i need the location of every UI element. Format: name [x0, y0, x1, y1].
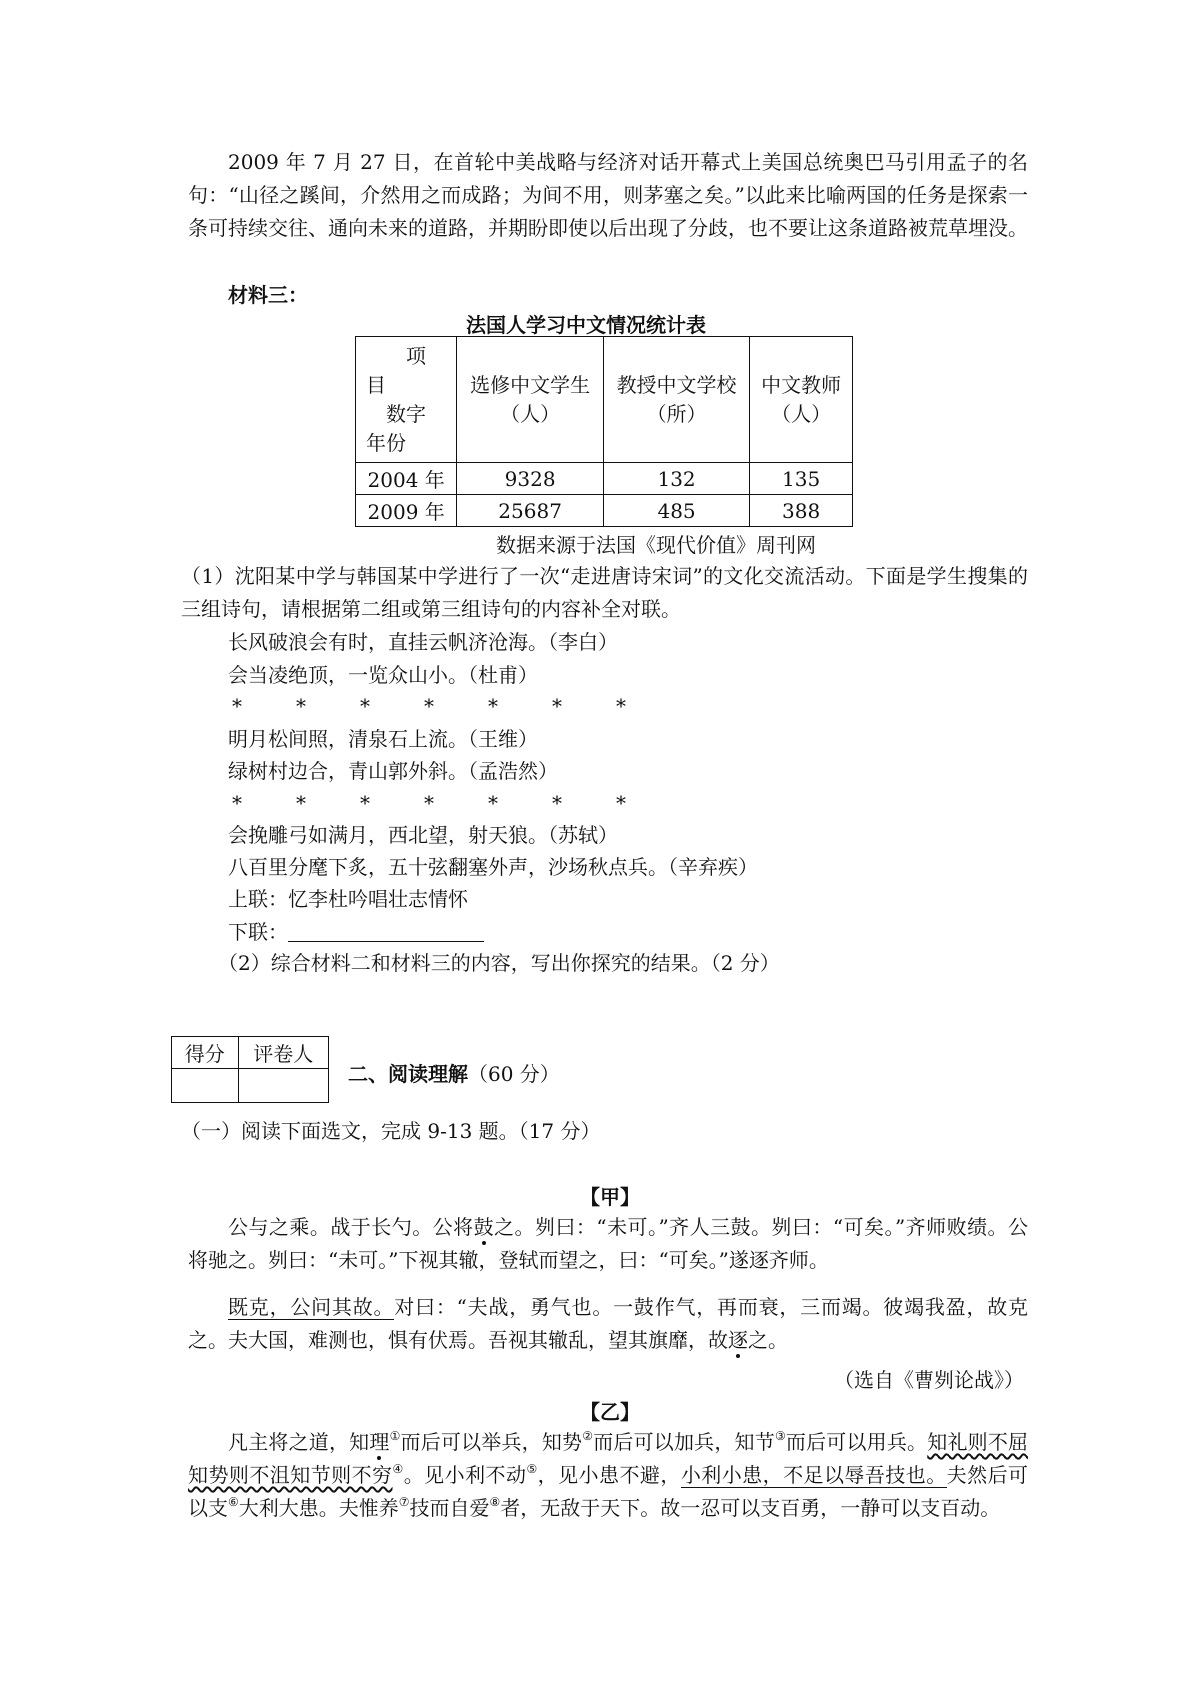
- passage-jia-paragraph-2: 既克，公问其故。对曰：“夫战，勇气也。一鼓作气，再而衰，三而竭。彼竭我盈，故克之。夫大国，难测也，惧有伏焉。吾视其辙乱，望其旗靡，故逐之。: [188, 1295, 1029, 1352]
- underlined-sentence: 小利小患，不足以辱吾技也。: [680, 1463, 947, 1487]
- table-row: [356, 495, 853, 527]
- poem-line: 明月松间照，清泉石上流。（王维）: [228, 727, 538, 751]
- separator-row: [232, 793, 632, 817]
- separator-star: *: [616, 791, 626, 815]
- separator-star: *: [296, 694, 306, 718]
- passage-jia-paragraph-1: 公与之乘。战于长勺。公将鼓之。刿曰：“未可。”齐人三鼓。刿曰：“可矣。”齐师败绩。公将驰之。刿曰：“未可。”下视其辙，登轼而望之，曰：“可矣。”遂逐齐师。: [188, 1215, 1029, 1272]
- wavy-underlined-sentence: 知礼则不屈知势则不沮知节则不穷: [188, 1430, 1029, 1487]
- passage-jia-label: 【甲】: [580, 1185, 640, 1209]
- table-corner-header: 项 目 数字 年份: [356, 337, 457, 463]
- material-three-label: 材料三：: [228, 283, 308, 307]
- separator-row: [232, 696, 632, 720]
- section-title: 二、阅读理解: [348, 1062, 468, 1086]
- lower-couplet-label: 下联：: [228, 920, 288, 944]
- score-input-cell[interactable]: [172, 1069, 239, 1103]
- poem-line: 会当凌绝顶，一览众山小。（杜甫）: [228, 663, 538, 687]
- grader-label: 评卷人: [238, 1037, 328, 1069]
- header-students: 选修中文学生 （人）: [457, 337, 604, 463]
- cell-teachers: 135: [750, 463, 853, 495]
- cell-schools: 485: [603, 495, 749, 527]
- emphasis-dot-char: 理: [369, 1430, 390, 1454]
- upper-couplet: 上联：忆李杜吟唱壮志情怀: [228, 887, 468, 911]
- footnote-marker: ①: [389, 1429, 401, 1443]
- separator-star: *: [552, 694, 562, 718]
- subsection-instruction: （一）阅读下面选文，完成 9-13 题。（17 分）: [181, 1119, 601, 1143]
- grader-input-cell[interactable]: [238, 1069, 328, 1103]
- separator-star: *: [488, 694, 498, 718]
- footnote-marker: ③: [774, 1429, 786, 1443]
- footnote-marker: ④: [392, 1462, 404, 1476]
- score-box: [171, 1036, 329, 1103]
- cell-students: 9328: [457, 463, 604, 495]
- cell-year: 2004 年: [356, 463, 457, 495]
- cell-schools: 132: [603, 463, 749, 495]
- table-row: [356, 463, 853, 495]
- passage-yi-paragraph: 凡主将之道，知理①而后可以举兵，知势②而后可以加兵，知节③而后可以用兵。知礼则不屈知势则不沮知节则不穷④。见小利不动⑤，见小患不避，小利小患，不足以辱吾技也。夫然后可以支⑥大利大患。夫惟养⑦技而自爱⑧者，无敌于天下。故一忍可以支百勇，一静可以支百动。: [188, 1429, 1029, 1520]
- separator-star: *: [424, 694, 434, 718]
- passage-jia-source: （选自《曹刿论战》）: [834, 1368, 1024, 1392]
- separator-star: *: [424, 791, 434, 815]
- footnote-marker: ⑧: [489, 1495, 501, 1509]
- separator-star: *: [488, 791, 498, 815]
- statistics-table: [355, 336, 853, 527]
- footnote-marker: ⑤: [526, 1462, 538, 1476]
- material-two-paragraph: 2009 年 7 月 27 日，在首轮中美战略与经济对话开幕式上美国总统奥巴马引用孟子的名句：“山径之蹊间，介然用之而成路；为间不用，则茅塞之矣。”以此来比喻两国的任务是探索一条可持续交往、通向未来的道路，并期盼即使以后出现了分歧，也不要让这条道路被荒草埋没。: [188, 150, 1028, 240]
- emphasis-dot-char: 鼓: [473, 1215, 495, 1239]
- poem-line: 会挽雕弓如满月，西北望，射天狼。（苏轼）: [228, 823, 618, 847]
- separator-star: *: [616, 694, 626, 718]
- table-title: 法国人学习中文情况统计表: [466, 313, 706, 337]
- separator-star: *: [232, 791, 242, 815]
- header-teachers: 中文教师 （人）: [750, 337, 853, 463]
- header-schools: 教授中文学校 （所）: [603, 337, 749, 463]
- footnote-marker: ②: [582, 1429, 594, 1443]
- table-source: 数据来源于法国《现代价值》周刊网: [496, 533, 816, 557]
- underlined-sentence: 既克，公问其故。: [228, 1295, 395, 1319]
- emphasis-dot-char: 逐: [728, 1328, 748, 1352]
- footnote-marker: ⑥: [228, 1495, 239, 1509]
- lower-couplet: [228, 921, 484, 942]
- separator-star: *: [232, 694, 242, 718]
- poem-line: 八百里分麾下炙，五十弦翻塞外声，沙场秋点兵。（辛弃疾）: [228, 855, 758, 879]
- separator-star: *: [552, 791, 562, 815]
- poem-line: 绿树村边合，青山郭外斜。（孟浩然）: [228, 759, 558, 783]
- cell-students: 25687: [457, 495, 604, 527]
- poem-line: 长风破浪会有时，直挂云帆济沧海。（李白）: [228, 630, 618, 654]
- passage-yi-label: 【乙】: [580, 1400, 640, 1424]
- question-2: （2）综合材料二和材料三的内容，写出你探究的结果。（2 分）: [218, 951, 780, 975]
- footnote-marker: ⑦: [398, 1495, 410, 1509]
- lower-couplet-answer-blank[interactable]: [288, 921, 484, 942]
- separator-star: *: [360, 694, 370, 718]
- section-points: （60 分）: [468, 1062, 560, 1086]
- section-heading: [348, 1064, 560, 1084]
- question-1-intro: （1）沈阳某中学与韩国某中学进行了一次“走进唐诗宋词”的文化交流活动。下面是学生搜集的三组诗句，请根据第二组或第三组诗句的内容补全对联。: [181, 564, 1028, 621]
- cell-year: 2009 年: [356, 495, 457, 527]
- cell-teachers: 388: [750, 495, 853, 527]
- separator-star: *: [296, 791, 306, 815]
- separator-star: *: [360, 791, 370, 815]
- score-label: 得分: [172, 1037, 239, 1069]
